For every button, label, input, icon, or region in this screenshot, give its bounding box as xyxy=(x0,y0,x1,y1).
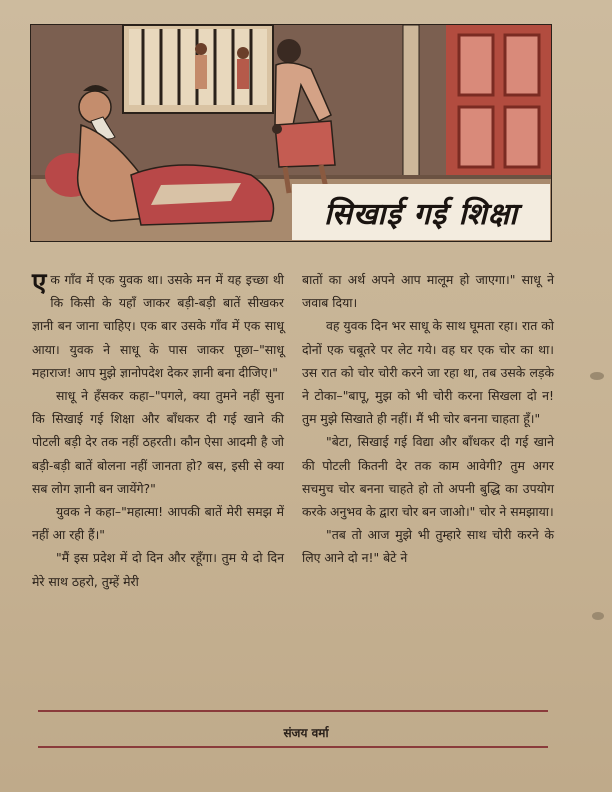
paper-stain xyxy=(592,612,604,620)
left-text-column xyxy=(32,268,284,593)
paper-stain xyxy=(590,372,604,380)
footer-rule-top xyxy=(38,710,548,712)
paragraph: "तब तो आज मुझे भी तुम्हारे साथ चोरी करने के लिए आने दो न!" बेटे ने xyxy=(302,527,554,566)
paragraph: बातों का अर्थ अपने आप मालूम हो जाएगा।" साधू ने जवाब दिया। xyxy=(302,272,554,311)
paragraph: साधू ने हँसकर कहा–"पगले, क्या तुमने नहीं सुना कि सिखाई गई शिक्षा और बाँधकर दी गई खाने की पोटली बड़ी देर तक नहीं ठहरती। कौन ऐसा आदमी है जो बड़ी-बड़ी बातें बोलना नहीं जानता हो? बस, इसी से क्या सब लोग ज्ञानी बन जायेंगे?" xyxy=(32,388,284,496)
author-name: संजय वर्मा xyxy=(283,726,329,740)
paragraph: युवक ने कहा–"महात्मा! आपकी बातें मेरी समझ में नहीं आ रही हैं।" xyxy=(32,504,284,543)
footer-rule-bottom xyxy=(38,746,548,748)
paragraph xyxy=(32,268,284,384)
paragraph: "बेटा, सिखाई गई विद्या और बाँधकर दी गई खाने की पोटली कितनी देर तक काम आवेगी? तुम अगर सचमुच चोर बनना चाहते हो तो अपनी बुद्धि का उपयोग करके अनुभव के द्वारा चोर बन जाओ।" चोर ने समझाया। xyxy=(302,434,554,520)
paragraph-text: क गाँव में एक युवक था। उसके मन में यह इच्छा थी कि किसी के यहाँ जाकर बड़ी-बड़ी बातें सीखकर ज्ञानी बन जाना चाहिए। एक बार उसके गाँव में एक साधू आया। युवक ने साधू के पास जाकर पूछा–"साधू महाराज! आप मुझे ज्ञानोपदेश देकर ज्ञानी बना दीजिए।" xyxy=(32,272,284,380)
right-text-column xyxy=(302,268,554,570)
paragraph: "मैं इस प्रदेश में दो दिन और रहूँगा। तुम ये दो दिन मेरे साथ ठहरो, तुम्हें मेरी xyxy=(32,550,284,589)
story-title-box xyxy=(292,184,550,240)
paragraph: वह युवक दिन भर साधू के साथ घूमता रहा। रात को दोनों एक चबूतरे पर लेट गये। वह घर एक चोर का था। उस रात को चोर चोरी करने जा रहा था, तब उसके लड़के ने टोका–"बापू, मुझ को भी चोरी करना सिखला दो न! तुम मुझे सिखाते ही नहीं। मैं भी चोर बनना चाहता हूँ।" xyxy=(302,318,554,427)
drop-cap: ए xyxy=(32,268,47,298)
story-title: सिखाई गई शिक्षा xyxy=(323,196,519,232)
